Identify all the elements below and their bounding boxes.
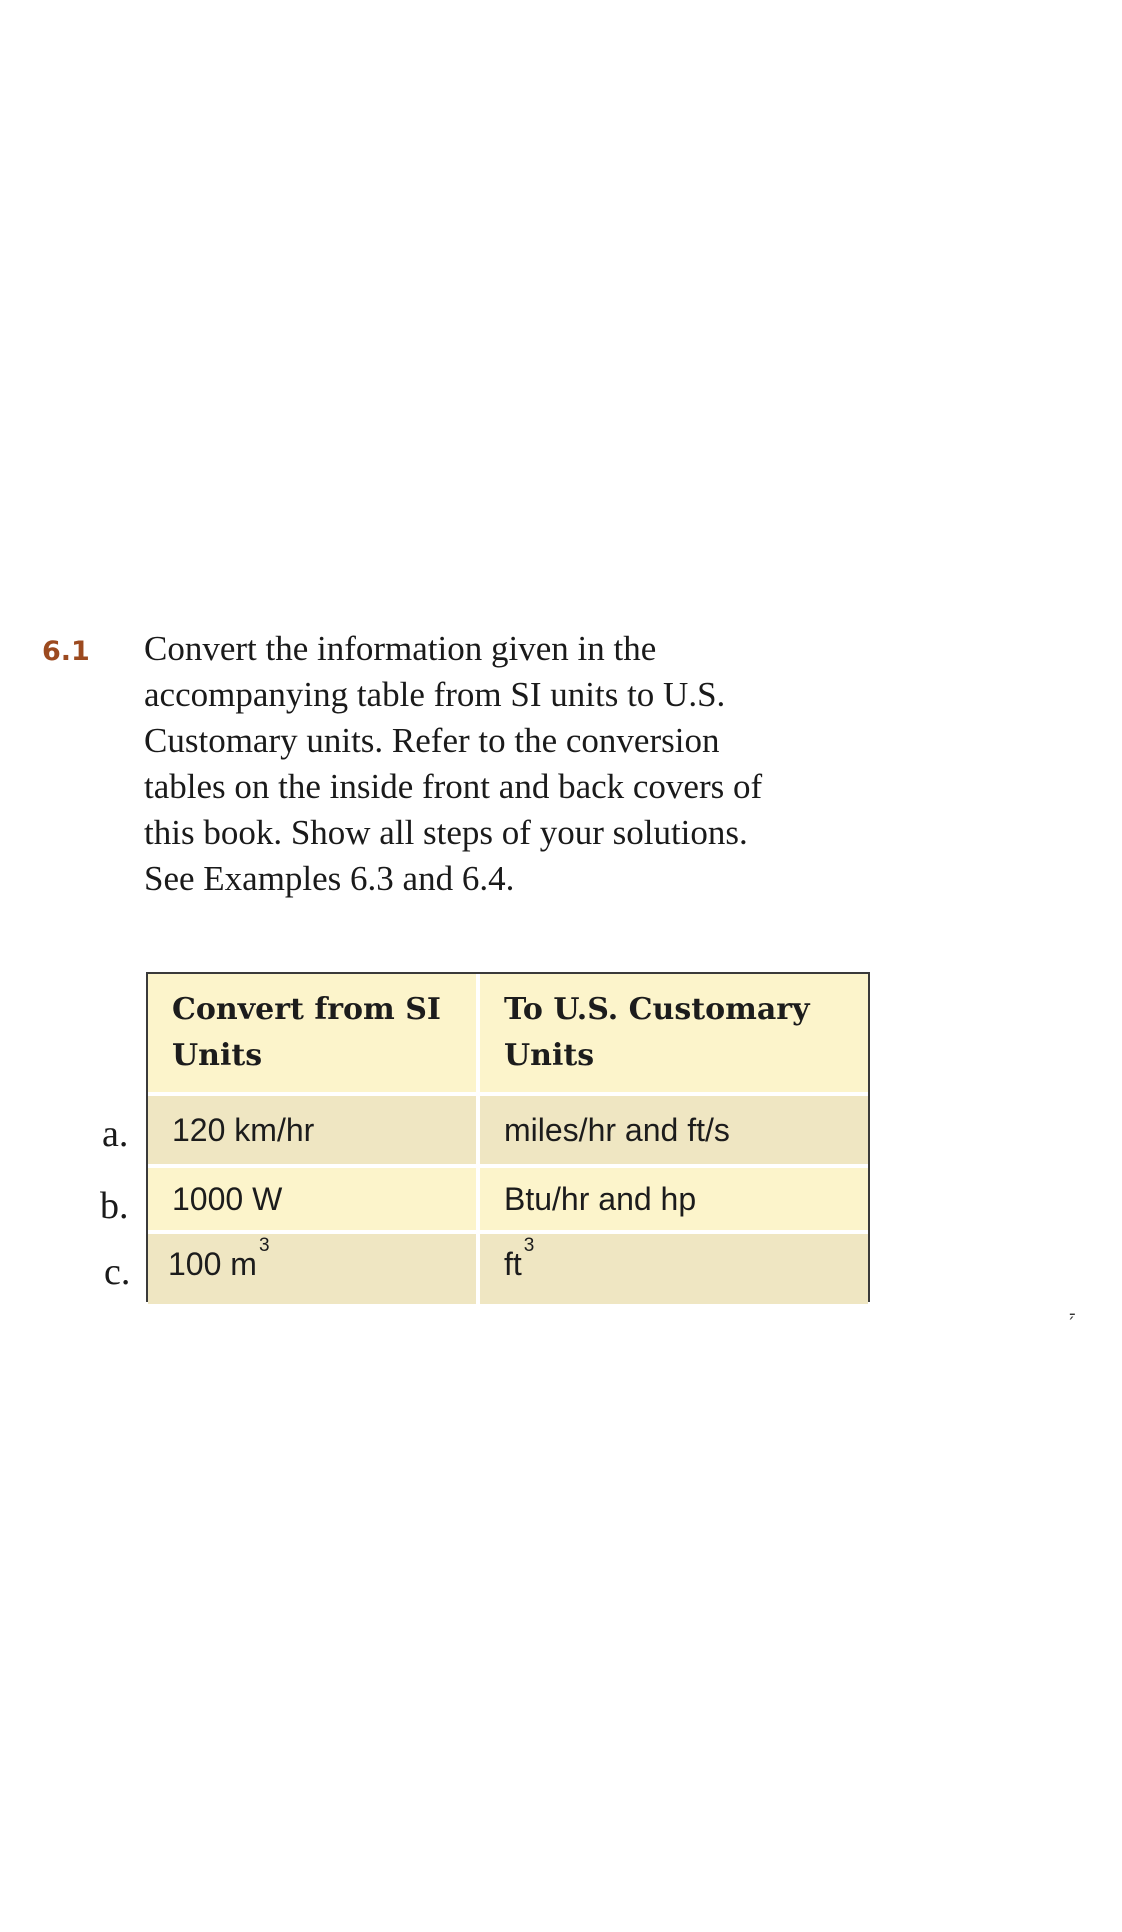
row-a-to: miles/hr and ft/s xyxy=(476,1096,868,1164)
problem-statement xyxy=(144,626,884,902)
header-convert-from xyxy=(148,974,476,1092)
problem-line-5: this book. Show all steps of your solutions. xyxy=(144,813,748,852)
problem-number: 6.1 xyxy=(42,636,90,667)
row-a-from: 120 km/hr xyxy=(172,1111,315,1148)
conversion-table xyxy=(146,972,870,1302)
margin-mark: ـ ̗ xyxy=(1070,1300,1080,1319)
row-label-b: b. xyxy=(100,1185,129,1227)
header-convert-to xyxy=(476,974,868,1092)
row-label-c: c. xyxy=(104,1251,131,1293)
problem-line-6: See Examples 6.3 and 6.4. xyxy=(144,859,515,898)
row-c-to: ft 3 xyxy=(476,1234,868,1304)
table-row xyxy=(148,1234,868,1304)
problem-line-1: Convert the information given in the xyxy=(144,629,657,668)
problem-line-3: Customary units. Refer to the conversion xyxy=(144,721,720,760)
header-convert-from-line1: Convert from SI xyxy=(172,992,441,1027)
table-header-row xyxy=(148,974,868,1092)
row-c-from: 100 m 3 xyxy=(168,1235,270,1282)
table-row xyxy=(148,1168,868,1230)
table-row xyxy=(148,1096,868,1164)
header-convert-to-line1: To U.S. Customary xyxy=(504,992,810,1027)
problem-line-2: accompanying table from SI units to U.S. xyxy=(144,675,726,714)
row-label-a: a. xyxy=(102,1113,129,1155)
row-c-from-value: 100 m xyxy=(168,1246,257,1282)
row-c-to-value: ft xyxy=(504,1246,522,1282)
table-frame xyxy=(146,972,870,1302)
header-convert-from-line2: Units xyxy=(172,1038,263,1073)
row-b-to: Btu/hr and hp xyxy=(476,1168,868,1230)
problem-line-4: tables on the inside front and back covers of xyxy=(144,767,763,806)
header-convert-to-line2: Units xyxy=(504,1038,595,1073)
row-b-from: 1000 W xyxy=(172,1180,283,1217)
